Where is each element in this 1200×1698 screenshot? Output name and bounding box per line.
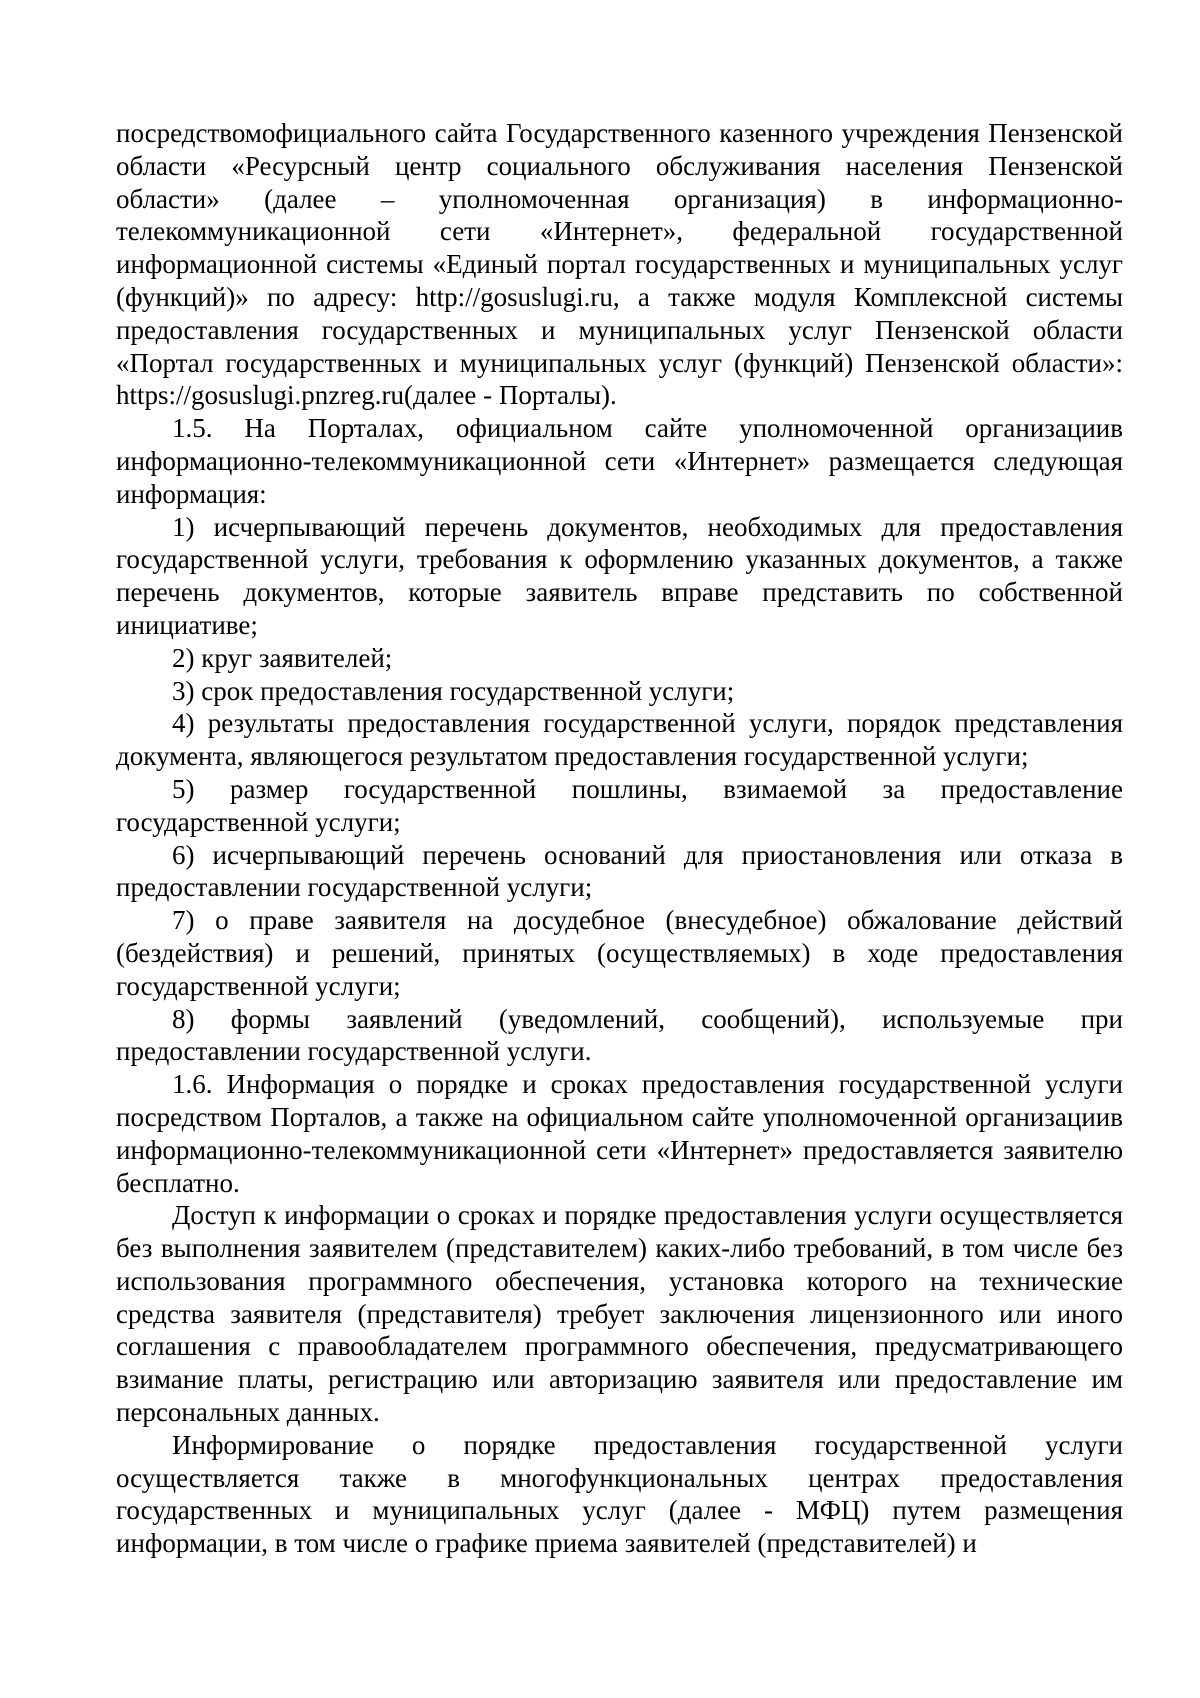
list-item-1: 1) исчерпывающий перечень документов, необходимых для предоставления государственной услуги, требования к оформлению указанных документов, а также перечень документов, которые заявитель вправе представить по собственной инициативе; — [116, 511, 1123, 640]
document-text — [116, 117, 1123, 1560]
list-item-5: 5) размер государственной пошлины, взимаемой за предоставление государственной услуги; — [116, 773, 1123, 837]
list-item-4: 4) результаты предоставления государственной услуги, порядок представления документа, являющегося результатом предоставления государственной услуги; — [116, 708, 1123, 772]
paragraph-access-info: Доступ к информации о сроках и порядке предоставления услуги осуществляется без выполнения заявителем (представителем) каких-либо требований, в том числе без использования программного обеспечения, установка которого на технические средства заявителя (представителя) требует заключения лицензионного или иного соглашения с правообладателем программного обеспечения, предусматривающего взимание платы, регистрацию или авторизацию заявителя или предоставление им персональных данных. — [116, 1200, 1123, 1428]
list-item-7: 7) о праве заявителя на досудебное (внесудебное) обжалование действий (бездействия) и решений, принятых (осуществляемых) в ходе предоставления государственной услуги; — [116, 905, 1123, 1001]
paragraph-1-5: 1.5. На Порталах, официальном сайте уполномоченной организациив информационно-телекоммуникационной сети «Интернет» размещается следующая информация: — [116, 413, 1123, 509]
list-item-8: 8) формы заявлений (уведомлений, сообщений), используемые при предоставлении государственной услуги. — [116, 1003, 1123, 1067]
list-item-6: 6) исчерпывающий перечень оснований для приостановления или отказа в предоставлении государственной услуги; — [116, 839, 1123, 903]
paragraph-mfc-info: Информирование о порядке предоставления государственной услуги осуществляется также в многофункциональных центрах предоставления государственных и муниципальных услуг (далее - МФЦ) путем размещения информации, в том числе о графике приема заявителей (представителей) и — [116, 1429, 1123, 1559]
list-item-3: 3) срок предоставления государственной услуги; — [172, 675, 735, 706]
paragraph-continuation: посредствомофициального сайта Государственного казенного учреждения Пензенской области «Ресурсный центр социального обслуживания населения Пензенской области» (далее – уполномоченная организация) в информационно-телекоммуникационной сети «Интернет», федеральной государственной информационной системы «Единый портал государственных и муниципальных услуг (функций)» по адресу: http://gosuslugi.ru, а также модуля Комплексной системы предоставления государственных и муниципальных услуг Пензенской области «Портал государственных и муниципальных услуг (функций) Пензенской области»: https://gosuslugi.pnzreg.ru(далее - Порталы). — [116, 118, 1123, 411]
paragraph-1-6: 1.6. Информация о порядке и сроках предоставления государственной услуги посредством Порталов, а также на официальном сайте уполномоченной организациив информационно-телекоммуникационной сети «Интернет» предоставляется заявителю бесплатно. — [116, 1069, 1123, 1198]
list-item-2: 2) круг заявителей; — [172, 642, 393, 673]
